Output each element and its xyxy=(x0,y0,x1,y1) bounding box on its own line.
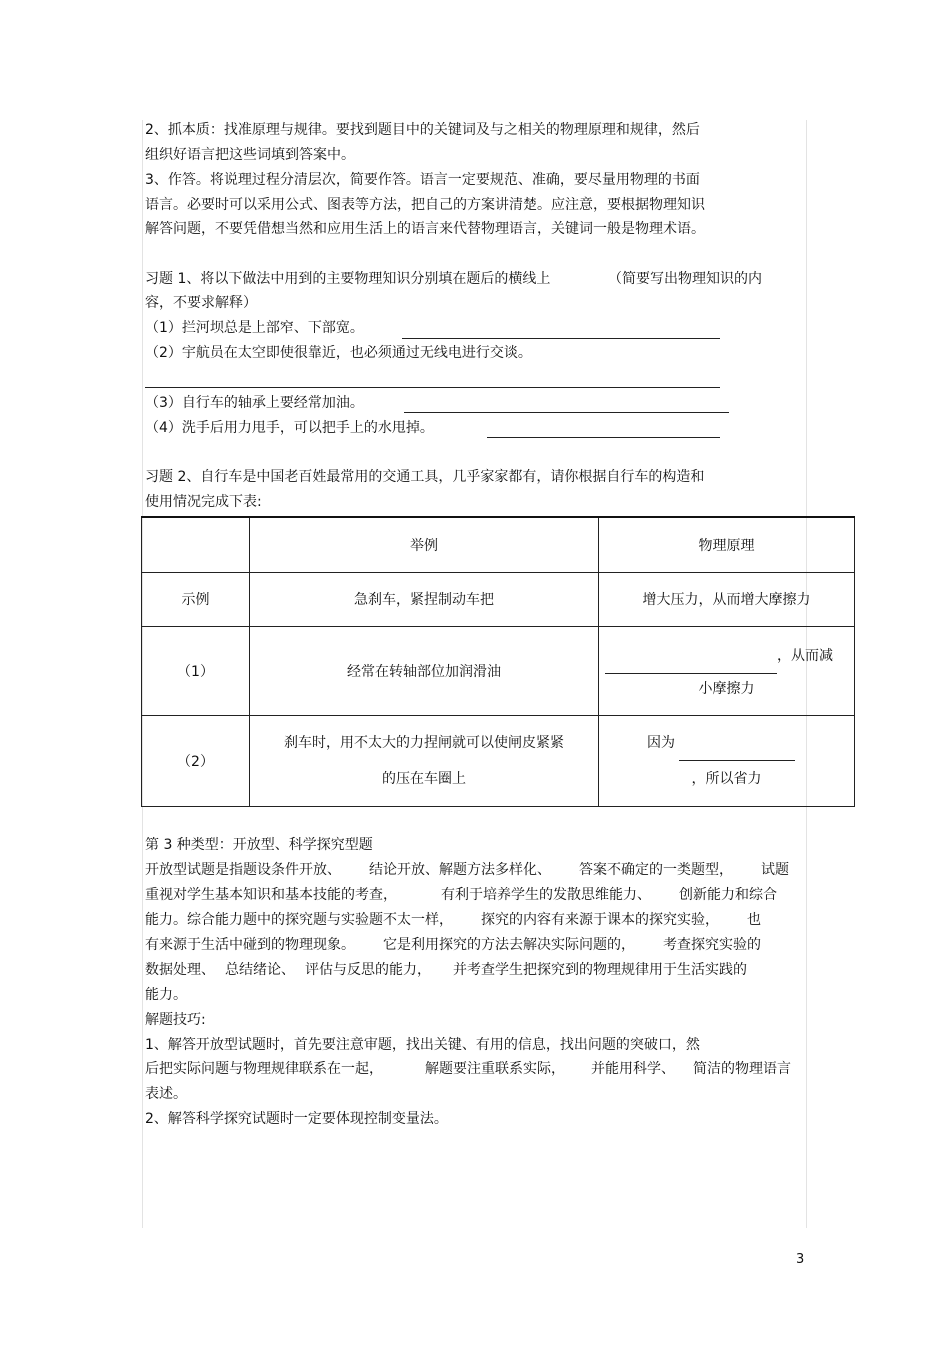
tip1-line3: 表述。 xyxy=(145,1086,187,1102)
table-row2-principle xyxy=(599,715,855,806)
desc-seg: 答案不确定的一类题型， xyxy=(579,862,733,878)
desc-seg: 开放型试题是指题设条件开放、 xyxy=(145,862,341,878)
ex1-title-line2: 容，不要求解释） xyxy=(145,295,257,311)
intro-p2-line2: 组织好语言把这些词填到答案中。 xyxy=(145,147,355,163)
ex1-answer-blank-2[interactable] xyxy=(145,387,720,388)
ex1-title-a: 习题 1、将以下做法中用到的主要物理知识分别填在题后的横线上 xyxy=(145,271,551,287)
ex1-item-2: （2）宇航员在太空即使很靠近，也必须通过无线电进行交谈。 xyxy=(145,345,532,361)
desc-seg: 探究的内容有来源于课本的探究实验， xyxy=(481,912,719,928)
table-row1-answer-blank[interactable] xyxy=(605,659,777,674)
tip-seg: 解题要注重联系实际， xyxy=(425,1061,565,1077)
desc-seg: 它是利用探究的方法去解决实际问题的， xyxy=(383,937,635,953)
desc-seg: 考查探究实验的 xyxy=(663,937,761,953)
ex1-item-4: （4）洗手后用力甩手，可以把手上的水甩掉。 xyxy=(145,420,434,436)
ex1-answer-blank-4[interactable] xyxy=(487,437,720,438)
tip1-line1: 1、解答开放型试题时，首先要注意审题，找出关键、有用的信息，找出问题的突破口，然 xyxy=(145,1037,700,1053)
ex1-item-3: （3）自行车的轴承上要经常加油。 xyxy=(145,395,364,411)
ex1-answer-blank-1[interactable] xyxy=(402,338,720,339)
desc-seg: 结论开放、解题方法多样化、 xyxy=(369,862,551,878)
intro-p3-line2: 语言。必要时可以采用公式、图表等方法，把自己的方案讲清楚。应注意，要根据物理知识 xyxy=(145,197,705,213)
table-header-example: 举例 xyxy=(250,517,599,572)
type3-desc-line2 xyxy=(145,885,777,905)
type3-desc-line5 xyxy=(145,960,747,980)
tip-seg: 后把实际问题与物理规律联系在一起， xyxy=(145,1061,383,1077)
type3-desc-line4 xyxy=(145,935,761,955)
ex1-item-1: （1）拦河坝总是上部窄、下部宽。 xyxy=(145,320,364,336)
intro-p2-line1: 2、抓本质：找准原理与规律。要找到题目中的关键词及与之相关的物理原理和规律，然后 xyxy=(145,122,700,138)
desc-seg: 总结绪论、 xyxy=(225,962,295,978)
desc-seg: 也 xyxy=(747,912,761,928)
table-header-blank xyxy=(142,517,250,572)
desc-seg: 能力。 xyxy=(145,987,187,1003)
type3-desc-line6 xyxy=(145,985,187,1005)
table-row-example-text: 急刹车，紧捏制动车把 xyxy=(250,572,599,626)
desc-seg: 评估与反思的能力， xyxy=(305,962,431,978)
table-row2-answer-blank[interactable] xyxy=(679,746,795,761)
desc-seg: 创新能力和综合 xyxy=(679,887,777,903)
desc-seg: 数据处理、 xyxy=(145,962,215,978)
table-row2-example xyxy=(250,715,599,806)
tip-seg: 简洁的物理语言 xyxy=(693,1061,791,1077)
table-row2-example-line2: 的压在车圈上 xyxy=(382,770,466,787)
desc-seg: 有来源于生活中碰到的物理现象。 xyxy=(145,937,355,953)
table-row2-principle-line1: 因为 xyxy=(647,734,675,751)
bicycle-table xyxy=(141,516,855,807)
table-header-principle: 物理原理 xyxy=(599,517,855,572)
tip1-line2 xyxy=(145,1059,791,1079)
table-row2-label: （2） xyxy=(142,715,250,806)
desc-seg: 重视对学生基本知识和基本技能的考查， xyxy=(145,887,397,903)
type3-title: 第 3 种类型：开放型、科学探究型题 xyxy=(145,837,373,853)
ex2-title-line2: 使用情况完成下表: xyxy=(145,494,262,510)
table-row1-example: 经常在转轴部位加润滑油 xyxy=(250,626,599,715)
table-row-example-label: 示例 xyxy=(142,572,250,626)
tip-seg: 并能用科学、 xyxy=(591,1061,675,1077)
table-row1-principle xyxy=(599,626,855,715)
table-row1-principle-tail: ，从而减 xyxy=(777,647,833,664)
ex2-title-line1: 习题 2、自行车是中国老百姓最常用的交通工具，几乎家家都有，请你根据自行车的构造和 xyxy=(145,469,705,485)
tip2: 2、解答科学探究试题时一定要体现控制变量法。 xyxy=(145,1111,448,1127)
intro-p3-line1: 3、作答。将说理过程分清层次，简要作答。语言一定要规范、准确，要尽量用物理的书面 xyxy=(145,172,700,188)
intro-p3-line3: 解答问题，不要凭借想当然和应用生活上的语言来代替物理语言，关键词一般是物理术语。 xyxy=(145,221,705,237)
desc-seg: 有利于培养学生的发散思维能力、 xyxy=(441,887,651,903)
table-row2-example-line1: 刹车时，用不太大的力捏闸就可以使闸皮紧紧 xyxy=(284,734,564,751)
desc-seg: 试题 xyxy=(761,862,789,878)
table-row1-principle-line2: 小摩擦力 xyxy=(698,680,755,697)
tips-title: 解题技巧: xyxy=(145,1012,206,1028)
table-row-example-principle: 增大压力，从而增大摩擦力 xyxy=(599,572,855,626)
desc-seg: 并考查学生把探究到的物理规律用于生活实践的 xyxy=(453,962,747,978)
desc-seg: 能力。综合能力题中的探究题与实验题不太一样， xyxy=(145,912,453,928)
table-row2-principle-line2: ，所以省力 xyxy=(691,770,762,787)
page-number: 3 xyxy=(796,1252,805,1267)
ex1-title-b: （简要写出物理知识的内 xyxy=(608,271,762,287)
type3-desc-line3 xyxy=(145,910,761,930)
ex1-answer-blank-3[interactable] xyxy=(404,412,729,413)
table-row1-label: （1） xyxy=(142,626,250,715)
type3-desc-line1 xyxy=(145,860,789,880)
